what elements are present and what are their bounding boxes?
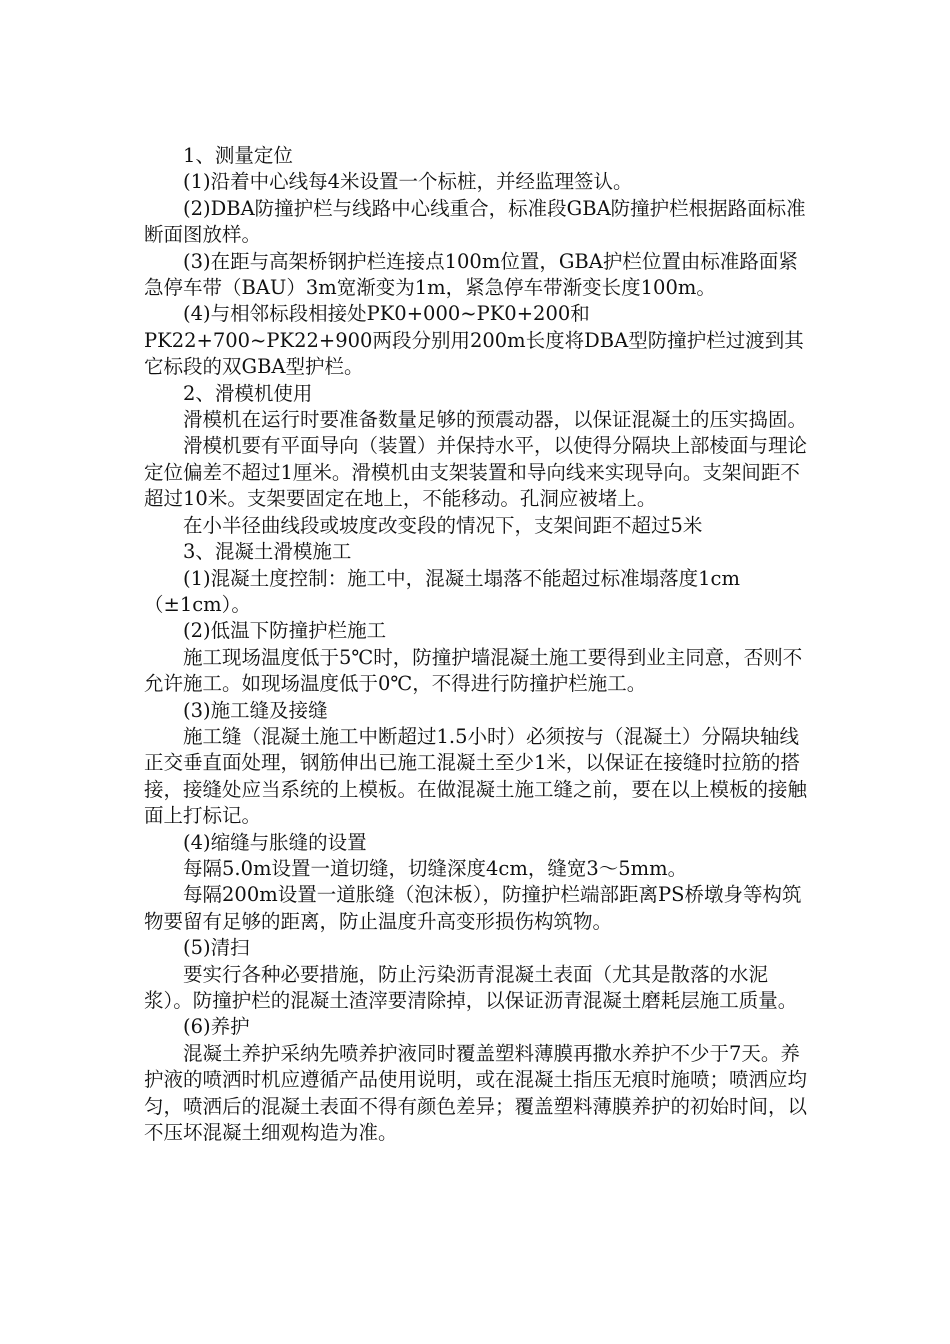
paragraph: 滑模机要有平面导向（装置）并保持水平，以使得分隔块上部棱面与理论定位偏差不超过1厘米。滑模机由支架装置和导向线来实现导向。支架间距不超过10米。支架要固定在地上，不能移动。孔洞应被堵上。	[144, 434, 808, 511]
subheading: (6)养护	[183, 1015, 250, 1039]
paragraph: (1)沿着中心线每4米设置一个标桩，并经监理签认。	[183, 170, 633, 194]
paragraph: (2)DBA防撞护栏与线路中心线重合，标准段GBA防撞护栏根据路面标准断面图放样。	[144, 196, 806, 247]
subheading: (5)清扫	[183, 936, 250, 960]
paragraph: 滑模机在运行时要准备数量足够的预震动器，以保证混凝土的压实捣固。	[183, 408, 808, 432]
subheading: (2)低温下防撞护栏施工	[183, 619, 387, 643]
paragraph: (1)混凝土度控制：施工中，混凝土塌落不能超过标准塌落度1cm（±1cm）。	[144, 566, 740, 616]
section-heading-slipform: 2、滑模机使用	[183, 381, 313, 405]
paragraph: (4)与相邻标段相接处PK0+000~PK0+200和PK22+700~PK22+900两段分别用200m长度将DBA型防撞护栏过渡到其它标段的双GBA型护栏。	[144, 302, 804, 379]
document-page	[144, 143, 808, 1146]
paragraph: 混凝土养护采纳先喷养护液同时覆盖塑料薄膜再撒水养护不少于7天。养护液的喷洒时机应遵循产品使用说明，或在混凝土指压无痕时施喷；喷洒应均匀，喷洒后的混凝土表面不得有颜色差异；覆盖塑料薄膜养护的初始时间，以不压坏混凝土细观构造为准。	[144, 1041, 808, 1145]
paragraph: 每隔5.0m设置一道切缝，切缝深度4cm，缝宽3～5mm。	[183, 856, 688, 880]
paragraph: (3)在距与高架桥钢护栏连接点100m位置，GBA护栏位置由标准路面紧急停车带（BAU）3m宽渐变为1m，紧急停车带渐变长度100m。	[144, 249, 798, 300]
subheading: (3)施工缝及接缝	[183, 698, 328, 722]
paragraph: 在小半径曲线段或坡度改变段的情况下，支架间距不超过5米	[183, 513, 703, 537]
paragraph: 要实行各种必要措施，防止污染沥青混凝土表面（尤其是散落的水泥浆）。防撞护栏的混凝土渣滓要清除掉，以保证沥青混凝土磨耗层施工质量。	[144, 962, 798, 1012]
paragraph: 每隔200m设置一道胀缝（泡沫板），防撞护栏端部距离PS桥墩身等构筑物要留有足够的距离，防止温度升高变形损伤构筑物。	[144, 883, 802, 933]
section-heading-survey: 1、测量定位	[183, 144, 293, 167]
paragraph: 施工现场温度低于5℃时，防撞护墙混凝土施工要得到业主同意，否则不允许施工。如现场温度低于0℃，不得进行防撞护栏施工。	[144, 645, 803, 696]
paragraph: 施工缝（混凝土施工中断超过1.5小时）必须按与（混凝土）分隔块轴线正交垂直面处理，钢筋伸出已施工混凝土至少1米，以保证在接缝时拉筋的搭接，接缝处应当系统的上模板。在做混凝土施工缝之前，要在以上模板的接触面上打标记。	[144, 724, 808, 828]
section-heading-concrete: 3、混凝土滑模施工	[183, 540, 352, 564]
subheading: (4)缩缝与胀缝的设置	[183, 830, 367, 854]
